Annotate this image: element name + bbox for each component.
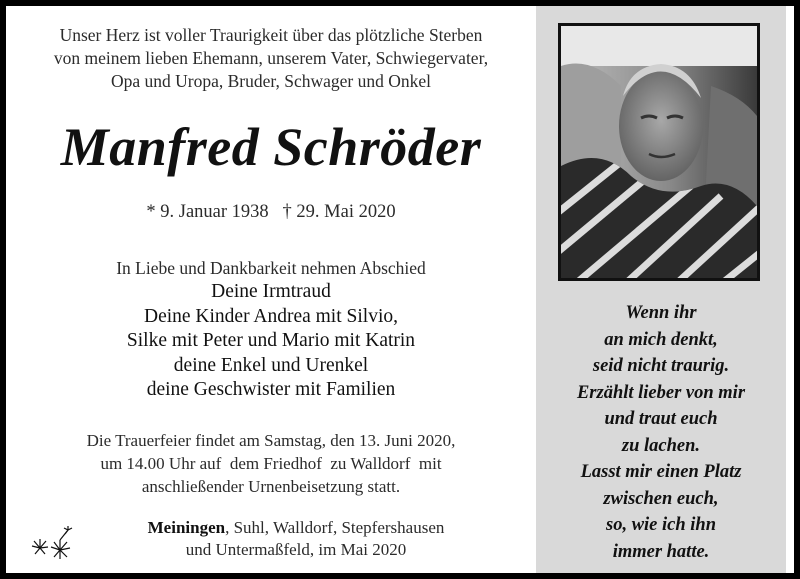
intro-line: Unser Herz ist voller Traurigkeit über das plötzliche Sterben xyxy=(59,25,483,45)
poem-line: an mich denkt, xyxy=(604,329,718,350)
mourner-line: Deine Kinder Andrea mit Silvio, xyxy=(144,305,398,327)
intro-line: von meinem lieben Ehemann, unserem Vater, Schwiegervater, xyxy=(53,48,489,68)
poem-line: zwischen euch, xyxy=(603,488,719,509)
poem-line: Lasst mir einen Platz xyxy=(580,462,742,482)
mourners-list xyxy=(6,280,536,403)
poem xyxy=(536,300,786,565)
places-and-date xyxy=(76,517,516,561)
places-bold-town: Meiningen xyxy=(147,518,226,537)
portrait-image xyxy=(561,26,757,278)
places-rest: , Suhl, Walldorf, Stepfershausen xyxy=(225,518,445,537)
mourner-line: deine Geschwister mit Familien xyxy=(146,379,396,400)
places-line xyxy=(76,517,516,539)
intro-line: Opa und Uropa, Bruder, Schwager und Onkel xyxy=(110,71,432,91)
poem-line: seid nicht traurig. xyxy=(592,356,730,376)
obituary-card xyxy=(6,6,794,573)
obituary-main-column xyxy=(6,6,536,573)
poem-line: immer hatte. xyxy=(612,541,710,562)
places-line: und Untermaßfeld, im Mai 2020 xyxy=(185,540,407,559)
mourners-intro: In Liebe und Dankbarkeit nehmen Abschied xyxy=(116,258,426,278)
poem-line: so, wie ich ihn xyxy=(606,515,716,535)
poem-line: Wenn ihr xyxy=(625,303,697,323)
poem-line: Erzählt lieber von mir xyxy=(576,382,746,403)
deceased-name: Manfred Schröder xyxy=(60,117,482,177)
life-dates: * 9. Januar 1938 † 29. Mai 2020 xyxy=(146,202,396,222)
service-info xyxy=(26,429,516,498)
mourner-line: Silke mit Peter und Mario mit Katrin xyxy=(126,330,416,351)
service-line: um 14.00 Uhr auf dem Friedhof zu Walldorf mit xyxy=(100,454,442,473)
right-margin xyxy=(786,6,794,573)
service-line: Die Trauerfeier findet am Samstag, den 13. Juni 2020, xyxy=(86,431,456,450)
poem-line: zu lachen. xyxy=(621,435,701,456)
intro-text xyxy=(16,24,526,93)
dandelion-decoration-icon xyxy=(26,522,76,562)
mourner-line: deine Enkel und Urenkel xyxy=(173,354,369,376)
portrait-photo xyxy=(558,23,760,281)
mourner-line: Deine Irmtraud xyxy=(211,281,331,302)
poem-line: und traut euch xyxy=(604,409,718,429)
service-line: anschließender Urnenbeisetzung statt. xyxy=(141,477,401,496)
obituary-side-panel xyxy=(536,6,786,573)
